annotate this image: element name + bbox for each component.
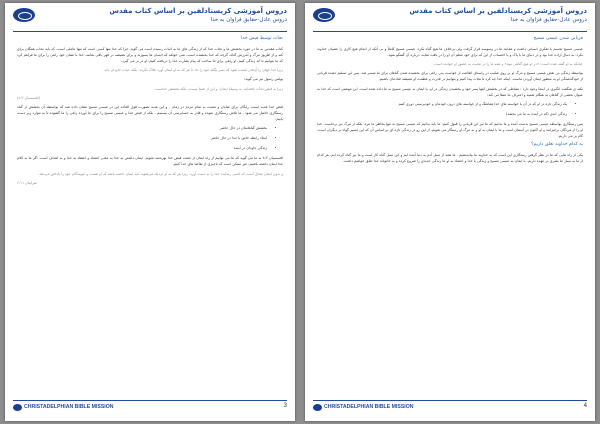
page-number: 3: [283, 403, 287, 409]
page-header: [313, 7, 587, 29]
scripture-reference: عبرانیان ۶:۱۱: [17, 180, 38, 185]
document-page-left: [5, 3, 295, 421]
section-title: نجات توسط فیض خدا: [241, 36, 283, 41]
page-footer: [313, 403, 587, 413]
scripture-quote: زیرا به فیض نجات یافته‌اید، به وسیلهٔ ایمان؛ و این از شما نیست، بلکه بخشش خداست.: [154, 86, 283, 91]
paragraph: بواسطه زندگی بی نقص عیسی مسیح و مرگ او بر روی صلیب در راستای اطاعت از خواست پدر، راهی برای بخشیده شدن گناهان برای ما میسر شد. پس این تسلیم دهنده قربانی از خودگذشتگی او به منظور ایمان آوردن ماست. اینکه خدا چه کرد تا نجات پیدا کنیم و بتوانیم در قدرت و عظمت او همیشه شادمان باشیم.: [317, 71, 583, 82]
bullet-item: • بخشش گناهانمان در حال حاضر: [17, 125, 267, 131]
footer-divider: [313, 400, 587, 401]
page-footer: [13, 403, 287, 413]
paragraph: نکته ی شگفت انگیزی در اینجا وجود دارد : نشاطی که در بخشش انتها پسر خود و بخشیدن زندگی در او، با ایمان به عیسی مسیح به ما داده شده است. این موهبتی است که خدا به عنوان بخشی از گناهان به هنگام تعمید و اعتراف ما عطا می کند:: [317, 86, 583, 97]
page-content: [317, 36, 583, 168]
scripture-quote: چنانکه به او گفته شده است: «در او هیچ گناهی نبود» و همه ما را در محبت به حضور او خوانده است.: [433, 62, 583, 67]
header-title: دروس آموزشی کریستادلفین بر اساس کتاب مقدس: [109, 7, 287, 15]
bullet-list: [17, 125, 267, 151]
scripture-quote: و بدون ایمان محال است که کسی رضایت خدا را به دست آورد، زیرا هر که به او نزدیک می‌شود، باید ایمان داشته باشد که او هست و جویندگان خود را پاداش می‌دهد.: [38, 171, 283, 176]
mission-logo-icon: [13, 8, 35, 22]
paragraph: کتاب مقدس به ما در مورد بخشش ما و نجات خدا که از زندگی های ما به اثبات رسیده است می گوید. چرا که خدا تنها کسی است که تنها عاملی است، که باید نجات همگان برای کند و از طریق مرگ و آمرزش گناه، گرچه که خدا بخشنده است، نمی خواهد که انسان ها بسوزند و برای همیشه در قهر باقی بمانند. خدا با نشان خود راهی را برای ما فراهم کرد که ما بتوانیم تا ابد زندگی کنیم. او راهی برای ما ساخت که پیام بشارت خدا را دریافت کنیم، او در بر می گیرد.: [17, 47, 283, 64]
footer-logo-icon: [13, 404, 22, 411]
document-page-right: [305, 3, 595, 421]
paragraph: افسسیان ۸:۲ به ما می گوید که ما می توانیم از راه ایمان از نعمت فیض خدا بهره‌مند شویم. ایمان داشتن به خدا به معنی اعتماد و اعتقاد به خدا و به اهداف است. اگر ما به کلام خدا ایمان داشته باشیم، غیر ممکن است که ناچیزی از تقاضا های خدا کنیم.: [17, 156, 283, 167]
page-content: [17, 36, 283, 189]
paragraph: پولس رسول نیز می گوید:: [244, 77, 283, 82]
bullet-item: • زندگی ابدی (که در آینده به ما می بخشد): [317, 111, 567, 117]
paragraph: پس رستگاری بواسطه عیسی مسیح بدست آمده و ما بدانیم که ما نیز این قربانی را قبول کنیم. ما باید بدانیم که عیسی مسیح نه تنها بخاطر ما مرد، بلکه از مرگ نیز برخاست. خدا او را از مردگان برخیزانید و او اکنون در آسمان است و ما با ایمان به او و به مرگ او رستگار می شویم. از این رو در زندگی تازه ای بر اساس آن که این مسیر گواه بر دیگران است، گام بر می داریم.: [317, 121, 583, 139]
bullet-item: • یک زندگی تازه در او که در آن با خواسته های خدا هماهنگ و از خواسته های درون خودمان و خودپرستی دوری کنیم: [317, 101, 567, 107]
page-number: 4: [583, 403, 587, 409]
header-divider: [313, 31, 587, 32]
bullet-item: • ایجاد رابطه خاص با خدا در حال حاضر: [17, 135, 267, 141]
section-title: قربانی شدن عیسی مسیح: [533, 36, 583, 41]
paragraph: یکی از راه هایی که ما در نظر گرفتن رستگاری این است که به خداوند ما بیاندیشیم . ما همه از نسل آدم به دنیا آمده ایم و این نسل گناه کار است و ما نیز گناه کرده ایم. هر کدام از ما به نسل ما بشری بر عهده داریم. با ایمان به عیسی مسیح و زندگی با خدا و اعتماد به او ما زندگی جدیدی را شروع کرده و به خانواده خدا تعلق خواهیم داشت.: [317, 153, 583, 164]
header-divider: [13, 31, 287, 32]
footer-org-name: CHRISTADELPHIAN BIBLE MISSION: [24, 404, 114, 410]
bullet-item: • زندگی جاودان در آینده: [17, 145, 267, 151]
header-title: دروس آموزشی کریستادلفین بر اساس کتاب مقدس: [409, 7, 587, 15]
scripture-reference: (افسسیان ۸:۲): [17, 95, 40, 100]
footer-org-name: CHRISTADELPHIAN BIBLE MISSION: [324, 404, 414, 410]
paragraph: عیسی مسیح تجسم یا تفکری انسانی داشت و همانند ما در وسوسه قرار گرفت ولی برخلاف ما هیچ گناه نکرد. عیسی مسیح کاملاً و بی آنکه از انجام هیچ کاری را عصیان خداوند نکرد، به دنبال اراده خدا بود و در دنیای ما با پاک و با احتساب از این که برای خود معلم آن او را در یافت نماید، درباره آن گفتگو نمود.: [317, 47, 583, 58]
scripture-quote: زیرا خدا جهان را آن‌قدر محبت نمود که پسر یگانهٔ خود را داد تا هر که به او ایمان آورد هلاک نگردد، بلکه حیات جاودان یابد.: [103, 68, 283, 73]
bullet-list: [317, 101, 567, 117]
page-header: [13, 7, 287, 29]
section-heading: به کدام خداوند تعلق داریم؟: [531, 142, 583, 148]
footer-logo-icon: [313, 404, 322, 411]
paragraph: فیض خدا هدیه ایست رایگان برای شایان و محبت به تمام مردم در زمان . و این هدیه بصورت قول العاده این در عیسی مسیح نشان داده شد که بواسطه آن بخشش از گناه رستگاری حاصل می شود . ما تلاش رستگاری نموده و قادر به حسابرسی آن نیستیم . بلکه از فیض خدا و عیسی مسیح را برای ما آورده راهی را ما گشوده تا به موارد زیر دست یابیم:: [17, 104, 283, 121]
header-subtitle: دروس عادل-حقایق فراوان به خدا: [210, 17, 287, 23]
footer-divider: [13, 400, 287, 401]
header-subtitle: دروس عادل-حقایق فراوان به خدا: [510, 17, 587, 23]
mission-logo-icon: [313, 8, 335, 22]
